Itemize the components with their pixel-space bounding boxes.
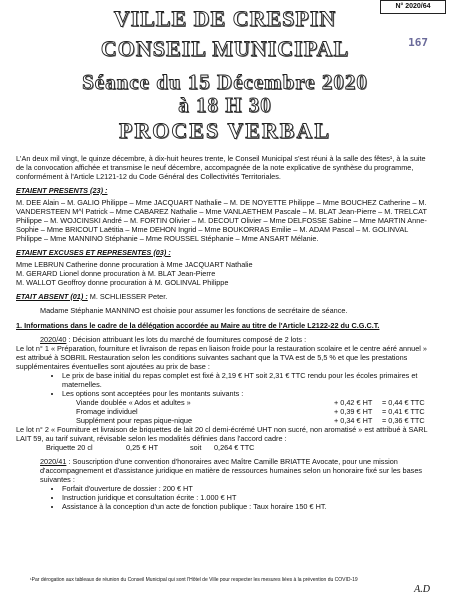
list-item: • Les options sont acceptées pour les montants suivants : — [62, 389, 434, 398]
absent-heading: ETAIT ABSENT (01) : — [16, 292, 88, 301]
section-1-title: 1. Informations dans le cadre de la délégation accordée au Maire au titre de l'Article L2122-22 du C.G.C.T. — [16, 321, 380, 330]
option-label: Supplément pour repas pique-nique — [76, 416, 193, 425]
page-initials: A.D — [414, 584, 430, 595]
intro-paragraph: L'An deux mil vingt, le quinze décembre, à dix-huit heures trente, le Conseil Municipal s'est réuni à la salle des fêtes¹, à la suite de la convocation affichée et transmise le neuf décembre, accompagnée de la note explicative de synthèse du programme, conformément à l'Article L2121-12 du Code Général des Collectivités Territoriales. — [16, 154, 426, 181]
title-town: VILLE DE CRESPIN — [113, 6, 337, 31]
briquette-ht: 0,25 € HT — [126, 443, 159, 452]
option-ht: + 0,39 € HT — [334, 407, 373, 416]
document-body — [16, 154, 434, 511]
option-ttc: = 0,36 € TTC — [382, 416, 425, 425]
footnote: ¹Par dérogation aux tableaux de réunion du Conseil Municipal qui sont l'Hôtel de Ville pour respecter les mesures liées à la prévention du COVID-19 — [30, 577, 358, 583]
page-stamp: 167 — [408, 36, 428, 49]
title-session-date: Séance du 15 Décembre 2020 — [82, 70, 368, 94]
title-council: CONSEIL MUNICIPAL — [100, 36, 350, 61]
absent-name: M. SCHLIESSER Peter. — [87, 292, 168, 301]
list-item: • Instruction juridique et consultation écrite : 1.000 € HT — [62, 493, 434, 502]
briquette-row — [16, 443, 434, 452]
decision-40 — [16, 335, 434, 344]
decision-41-text: : Souscription d'une convention d'honoraires avec Maître Camille BRIATTE Avocate, pour une mission d'accompagnement et d'assistance juridique en matière de ressources humaines selon un honoraire fixé sur les bases suivantes : — [40, 457, 423, 484]
list-item: • Assistance à la conception d'un acte de fonction publique : Taux horaire 150 € HT. — [62, 502, 434, 511]
list-item: • Le prix de base initial du repas complet est fixé à 2,19 € HT soit 2,31 € TTC rendu pour les écoles primaires et maternelles. — [62, 371, 434, 389]
secretary-line: Madame Stéphanie MANNINO est choisie pour assumer les fonctions de secrétaire de séance. — [40, 306, 348, 315]
proxy-line: M. GERARD Lionel donne procuration à M. BLAT Jean-Pierre — [16, 269, 216, 278]
absent-line — [16, 292, 434, 301]
proxy-line: Mme LEBRUN Catherine donne procuration à Mme JACQUART Nathalie — [16, 260, 253, 269]
lot-2-paragraph: Le lot n° 2 « Fourniture et livraison de briquettes de lait 20 cl demi-écrémé UHT non sucré, non aromatisé » est attribué à SARL LAIT 59, au tarif suivant, révisable selon les modalités définies dans l'accord cadre : — [16, 425, 428, 443]
decision-41 — [16, 457, 434, 484]
option-row — [76, 416, 434, 425]
document-number-box: N° 2020/64 — [380, 0, 446, 14]
option-ttc: = 0,41 € TTC — [382, 407, 425, 416]
decision-40-ref: 2020/40 — [40, 335, 67, 344]
option-row — [76, 398, 434, 407]
present-heading: ETAIENT PRESENTS (23) : — [16, 186, 108, 195]
excused-heading: ETAIENT EXCUSES ET REPRESENTES (03) : — [16, 248, 171, 257]
decision-41-ref: 2020/41 — [40, 457, 67, 466]
option-label: Fromage individuel — [76, 407, 138, 416]
options-table — [16, 398, 434, 425]
decision-40-text: : Décision attribuant les lots du marché de fournitures composé de 2 lots : — [66, 335, 307, 344]
option-ttc: = 0,44 € TTC — [382, 398, 425, 407]
lot-1-bullets — [16, 371, 434, 398]
list-item: • Forfait d'ouverture de dossier : 200 € HT — [62, 484, 434, 493]
fees-list — [16, 484, 434, 511]
option-row — [76, 407, 434, 416]
option-label: Viande doublée « Ados et adultes » — [76, 398, 191, 407]
present-list: M. DEE Alain – M. GALIO Philippe – Mme JACQUART Nathalie – M. DE NOYETTE Philippe – Mme BOUCHEZ Catherine – M. VANDERSTEEN M^l Patrick – Mme CABAREZ Nathalie – Mme VANLAETHEM Pascale – M. BLAT Jean-Pierre – M. TRELCAT Philippe – M. WOJCINSKI André – M. FORTIN Olivier – M. DECOUT Olivier – Mme DELFOSSE Sabine – Mme MARTIN Anne-Sophie – Mme BRICOUT Laëtitia – Mme DEHON Ingrid – Mme BOUKORRAS Emilie – M. ADAM Pascal – M. GOLINVAL Philippe – Mme MANNINO Stéphanie – Mme ROUSSEL Stéphanie – Mme ANSART Mélanie. — [16, 198, 427, 243]
briquette-label: Briquette 20 cl — [46, 443, 93, 452]
briquette-ttc: 0,264 € TTC — [214, 443, 255, 452]
option-ht: + 0,42 € HT — [334, 398, 373, 407]
proxy-line: M. WALLOT Geoffroy donne procuration à M. GOLINVAL Philippe — [16, 278, 229, 287]
lot-1-paragraph: Le lot n° 1 « Préparation, fourniture et livraison de repas en liaison froide pour la restauration scolaire et le centre aéré annuel » est attribué à SOBRIL Restauration selon les conditions suivantes sachant que la TVA est de 5,5 % et que les prestations supplémentaires éventuelles sont ajoutées au prix de base : — [16, 344, 427, 371]
title-proces-verbal: PROCES VERBAL — [118, 118, 332, 143]
briquette-soit: soit — [190, 443, 202, 452]
title-session-time: à 18 H 30 — [178, 93, 272, 117]
option-ht: + 0,34 € HT — [334, 416, 373, 425]
